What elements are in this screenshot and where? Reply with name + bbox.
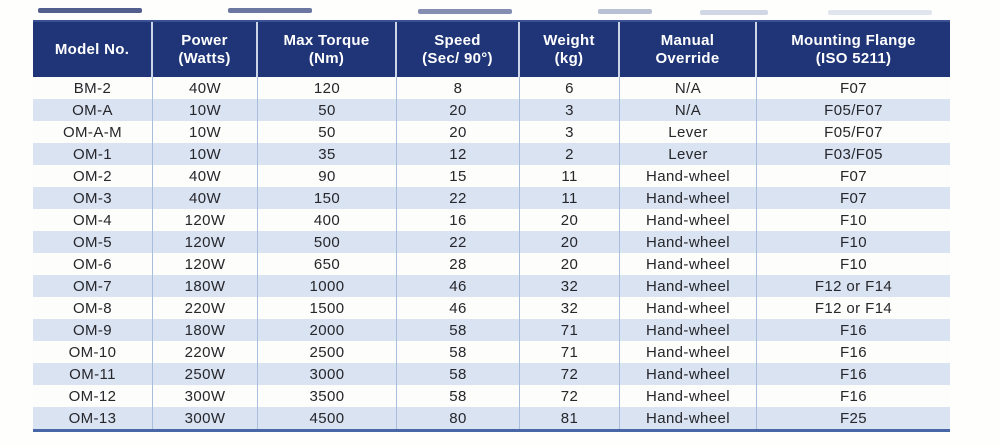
cell-power: 250W — [153, 363, 258, 385]
cell-max-torque: 3500 — [258, 385, 397, 407]
cell-model-no: OM-3 — [33, 187, 153, 209]
cell-mounting-flange: F12 or F14 — [814, 277, 893, 295]
cell-weight: 32 — [520, 275, 620, 297]
cell-manual-override: N/A — [620, 77, 757, 99]
cell-weight: 3 — [520, 121, 620, 143]
scan-artifact-dash — [700, 10, 768, 15]
cell-model-no: OM-12 — [33, 385, 153, 407]
cell-model-no: OM-7 — [33, 275, 153, 297]
actuator-spec-table — [33, 20, 950, 432]
cell-model-no: OM-10 — [33, 341, 153, 363]
column-header-line2: (Sec/ 90°) — [422, 49, 493, 67]
cell-manual-override: Hand-wheel — [620, 319, 757, 341]
cell-max-torque: 400 — [258, 209, 397, 231]
cell-model-no: OM-13 — [33, 407, 153, 429]
cell-model-no: OM-9 — [33, 319, 153, 341]
cell-mounting-flange: F16 — [839, 343, 868, 361]
cell-weight: 20 — [520, 209, 620, 231]
cell-weight: 20 — [520, 253, 620, 275]
cell-speed: 58 — [397, 385, 520, 407]
table-row — [33, 319, 950, 341]
cell-power: 300W — [153, 385, 258, 407]
cell-speed: 58 — [397, 363, 520, 385]
scan-artifact-dash — [38, 8, 142, 13]
cell-max-torque: 500 — [258, 231, 397, 253]
cell-speed: 58 — [397, 319, 520, 341]
cell-weight: 3 — [520, 99, 620, 121]
cell-mounting-flange: F16 — [839, 321, 868, 339]
cell-speed: 46 — [397, 275, 520, 297]
cell-model-no: OM-5 — [33, 231, 153, 253]
cell-speed: 58 — [397, 341, 520, 363]
column-header-speed — [397, 22, 520, 77]
cell-max-torque: 1500 — [258, 297, 397, 319]
cell-power: 120W — [153, 209, 258, 231]
cell-max-torque: 50 — [258, 121, 397, 143]
scan-artifact-dash — [418, 9, 512, 14]
column-header-line1: Max Torque — [283, 31, 370, 49]
scan-artifact-dash — [828, 10, 932, 15]
cell-power: 120W — [153, 231, 258, 253]
cell-power: 220W — [153, 341, 258, 363]
cell-manual-override: Hand-wheel — [620, 363, 757, 385]
cell-power: 10W — [153, 143, 258, 165]
table-row — [33, 385, 950, 407]
cell-model-no: OM-4 — [33, 209, 153, 231]
cell-power: 180W — [153, 275, 258, 297]
cell-mounting-flange: F16 — [839, 387, 868, 405]
column-header-line2: (ISO 5211) — [815, 49, 892, 67]
cell-power: 10W — [153, 121, 258, 143]
cell-model-no: OM-2 — [33, 165, 153, 187]
cell-speed: 8 — [397, 77, 520, 99]
cell-speed: 20 — [397, 121, 520, 143]
cell-weight: 72 — [520, 385, 620, 407]
cell-mounting-flange: F16 — [839, 365, 868, 383]
table-row — [33, 407, 950, 429]
cell-mounting-flange: F03/F05 — [824, 145, 883, 163]
column-header-weight — [520, 22, 620, 77]
cell-speed: 22 — [397, 187, 520, 209]
table-row — [33, 363, 950, 385]
cell-power: 40W — [153, 165, 258, 187]
cell-max-torque: 50 — [258, 99, 397, 121]
cell-weight: 11 — [520, 165, 620, 187]
cell-mounting-flange: F25 — [839, 409, 868, 427]
cell-weight: 71 — [520, 341, 620, 363]
cell-max-torque: 650 — [258, 253, 397, 275]
cell-weight: 81 — [520, 407, 620, 429]
cell-manual-override: Hand-wheel — [620, 209, 757, 231]
cell-speed: 16 — [397, 209, 520, 231]
cell-power: 300W — [153, 407, 258, 429]
cell-speed: 22 — [397, 231, 520, 253]
cell-manual-override: Hand-wheel — [620, 297, 757, 319]
cell-max-torque: 35 — [258, 143, 397, 165]
column-header-line2: (kg) — [554, 49, 584, 67]
table-row — [33, 275, 950, 297]
table-row — [33, 231, 950, 253]
cell-manual-override: Hand-wheel — [620, 385, 757, 407]
cell-power: 40W — [153, 187, 258, 209]
table-row — [33, 99, 950, 121]
cell-mounting-flange: F12 or F14 — [814, 299, 893, 317]
column-header-manual-override — [620, 22, 757, 77]
cell-max-torque: 4500 — [258, 407, 397, 429]
cell-manual-override: Hand-wheel — [620, 407, 757, 429]
column-header-line2: (Nm) — [308, 49, 345, 67]
cell-max-torque: 90 — [258, 165, 397, 187]
cell-power: 220W — [153, 297, 258, 319]
cell-mounting-flange: F05/F07 — [824, 123, 883, 141]
cell-speed: 80 — [397, 407, 520, 429]
cell-manual-override: Lever — [620, 143, 757, 165]
column-header-line2: Override — [655, 49, 720, 67]
column-header-line1: Speed — [434, 31, 481, 49]
cell-model-no: OM-1 — [33, 143, 153, 165]
table-row — [33, 187, 950, 209]
cell-weight: 32 — [520, 297, 620, 319]
column-header-line1: Model No. — [54, 40, 130, 58]
table-row — [33, 77, 950, 99]
cell-mounting-flange: F10 — [839, 255, 868, 273]
scan-artifact-dash — [598, 9, 652, 14]
cell-speed: 20 — [397, 99, 520, 121]
column-header-line1: Mounting Flange — [791, 31, 916, 49]
cell-model-no: BM-2 — [33, 77, 153, 99]
cell-max-torque: 1000 — [258, 275, 397, 297]
cell-weight: 72 — [520, 363, 620, 385]
cell-model-no: OM-11 — [33, 363, 153, 385]
cell-max-torque: 2500 — [258, 341, 397, 363]
scan-artifact-dash — [228, 8, 312, 13]
cell-weight: 71 — [520, 319, 620, 341]
cell-manual-override: Hand-wheel — [620, 231, 757, 253]
table-row — [33, 209, 950, 231]
cell-manual-override: Hand-wheel — [620, 341, 757, 363]
cell-manual-override: N/A — [620, 99, 757, 121]
table-row — [33, 165, 950, 187]
cell-power: 120W — [153, 253, 258, 275]
cell-manual-override: Hand-wheel — [620, 165, 757, 187]
table-row — [33, 297, 950, 319]
cell-manual-override: Hand-wheel — [620, 275, 757, 297]
column-header-max-torque — [258, 22, 397, 77]
table-row — [33, 253, 950, 275]
cell-mounting-flange: F05/F07 — [824, 101, 883, 119]
cell-speed: 28 — [397, 253, 520, 275]
column-header-line1: Power — [181, 31, 228, 49]
cell-weight: 6 — [520, 77, 620, 99]
cell-weight: 20 — [520, 231, 620, 253]
column-header-mounting-flange — [757, 22, 950, 77]
cell-manual-override: Hand-wheel — [620, 253, 757, 275]
cell-power: 10W — [153, 99, 258, 121]
cell-max-torque: 3000 — [258, 363, 397, 385]
cell-speed: 12 — [397, 143, 520, 165]
column-header-model — [33, 22, 153, 77]
cell-max-torque: 120 — [258, 77, 397, 99]
cell-manual-override: Lever — [620, 121, 757, 143]
column-header-line2: (Watts) — [178, 49, 231, 67]
cell-speed: 15 — [397, 165, 520, 187]
cell-model-no: OM-6 — [33, 253, 153, 275]
cell-mounting-flange: F07 — [839, 79, 868, 97]
cell-weight: 2 — [520, 143, 620, 165]
table-row — [33, 143, 950, 165]
cell-mounting-flange: F07 — [839, 167, 868, 185]
cell-max-torque: 150 — [258, 187, 397, 209]
cell-speed: 46 — [397, 297, 520, 319]
cell-power: 40W — [153, 77, 258, 99]
cell-max-torque: 2000 — [258, 319, 397, 341]
cell-mounting-flange: F10 — [839, 211, 868, 229]
column-header-line1: Manual — [660, 31, 715, 49]
cell-mounting-flange: F10 — [839, 233, 868, 251]
cell-power: 180W — [153, 319, 258, 341]
cell-model-no: OM-A-M — [33, 121, 153, 143]
column-header-line1: Weight — [543, 31, 595, 49]
cell-manual-override: Hand-wheel — [620, 187, 757, 209]
cell-model-no: OM-A — [33, 99, 153, 121]
table-body — [33, 77, 950, 429]
table-header-row — [33, 20, 950, 77]
cell-weight: 11 — [520, 187, 620, 209]
cell-mounting-flange: F07 — [839, 189, 868, 207]
table-row — [33, 121, 950, 143]
cell-model-no: OM-8 — [33, 297, 153, 319]
table-row — [33, 341, 950, 363]
column-header-power — [153, 22, 258, 77]
